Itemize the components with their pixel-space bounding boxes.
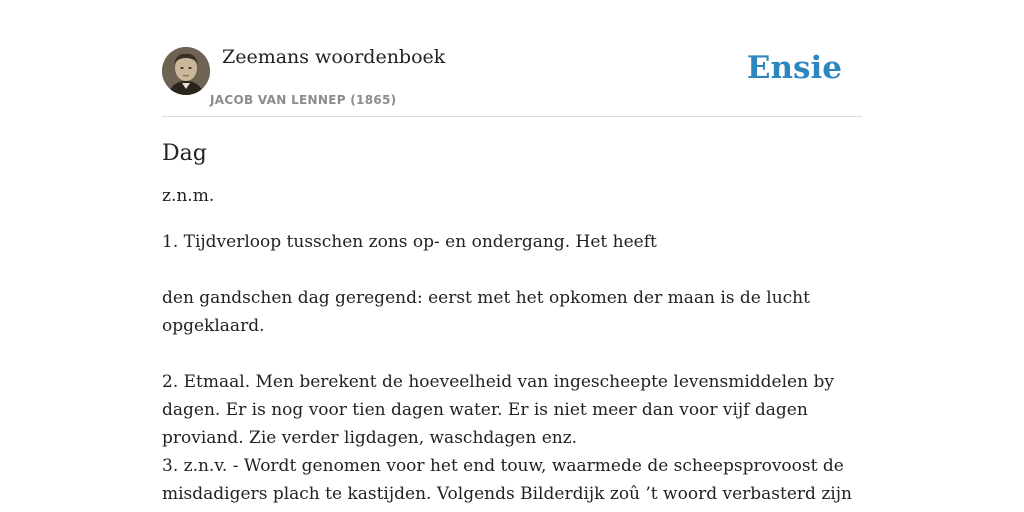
entry-content xyxy=(162,138,852,508)
author-avatar[interactable] xyxy=(162,47,210,95)
dictionary-title[interactable]: Zeemans woordenboek xyxy=(222,46,446,68)
part-of-speech: z.n.m. xyxy=(162,186,215,206)
blank-line xyxy=(162,256,852,284)
dictionary-header xyxy=(162,46,862,117)
definition-line: proviand. Zie verder ligdagen, waschdagen enz. xyxy=(162,428,578,448)
portrait-icon xyxy=(162,47,210,95)
definition-line: misdadigers plach te kastijden. Volgends Bilderdijk zoû ’t woord verbasterd zijn xyxy=(162,484,852,504)
definition-line: opgeklaard. xyxy=(162,316,265,336)
definition-line: 3. z.n.v. - Wordt genomen voor het end touw, waarmede de scheepsprovoost de xyxy=(162,456,844,476)
entry-definition xyxy=(162,228,852,508)
definition-line: dagen. Er is nog voor tien dagen water. Er is niet meer dan voor vijf dagen xyxy=(162,400,808,420)
definition-line: 2. Etmaal. Men berekent de hoeveelheid van ingescheepte levensmiddelen by xyxy=(162,372,834,392)
ensie-logo[interactable]: Ensie xyxy=(746,50,842,86)
definition-line: 1. Tijdverloop tusschen zons op- en ondergang. Het heeft xyxy=(162,232,657,252)
entry-headword: Dag xyxy=(162,141,207,166)
blank-line xyxy=(162,340,852,368)
dictionary-author: JACOB VAN LENNEP (1865) xyxy=(210,93,397,107)
definition-line: den gandschen dag geregend: eerst met het opkomen der maan is de lucht xyxy=(162,288,810,308)
